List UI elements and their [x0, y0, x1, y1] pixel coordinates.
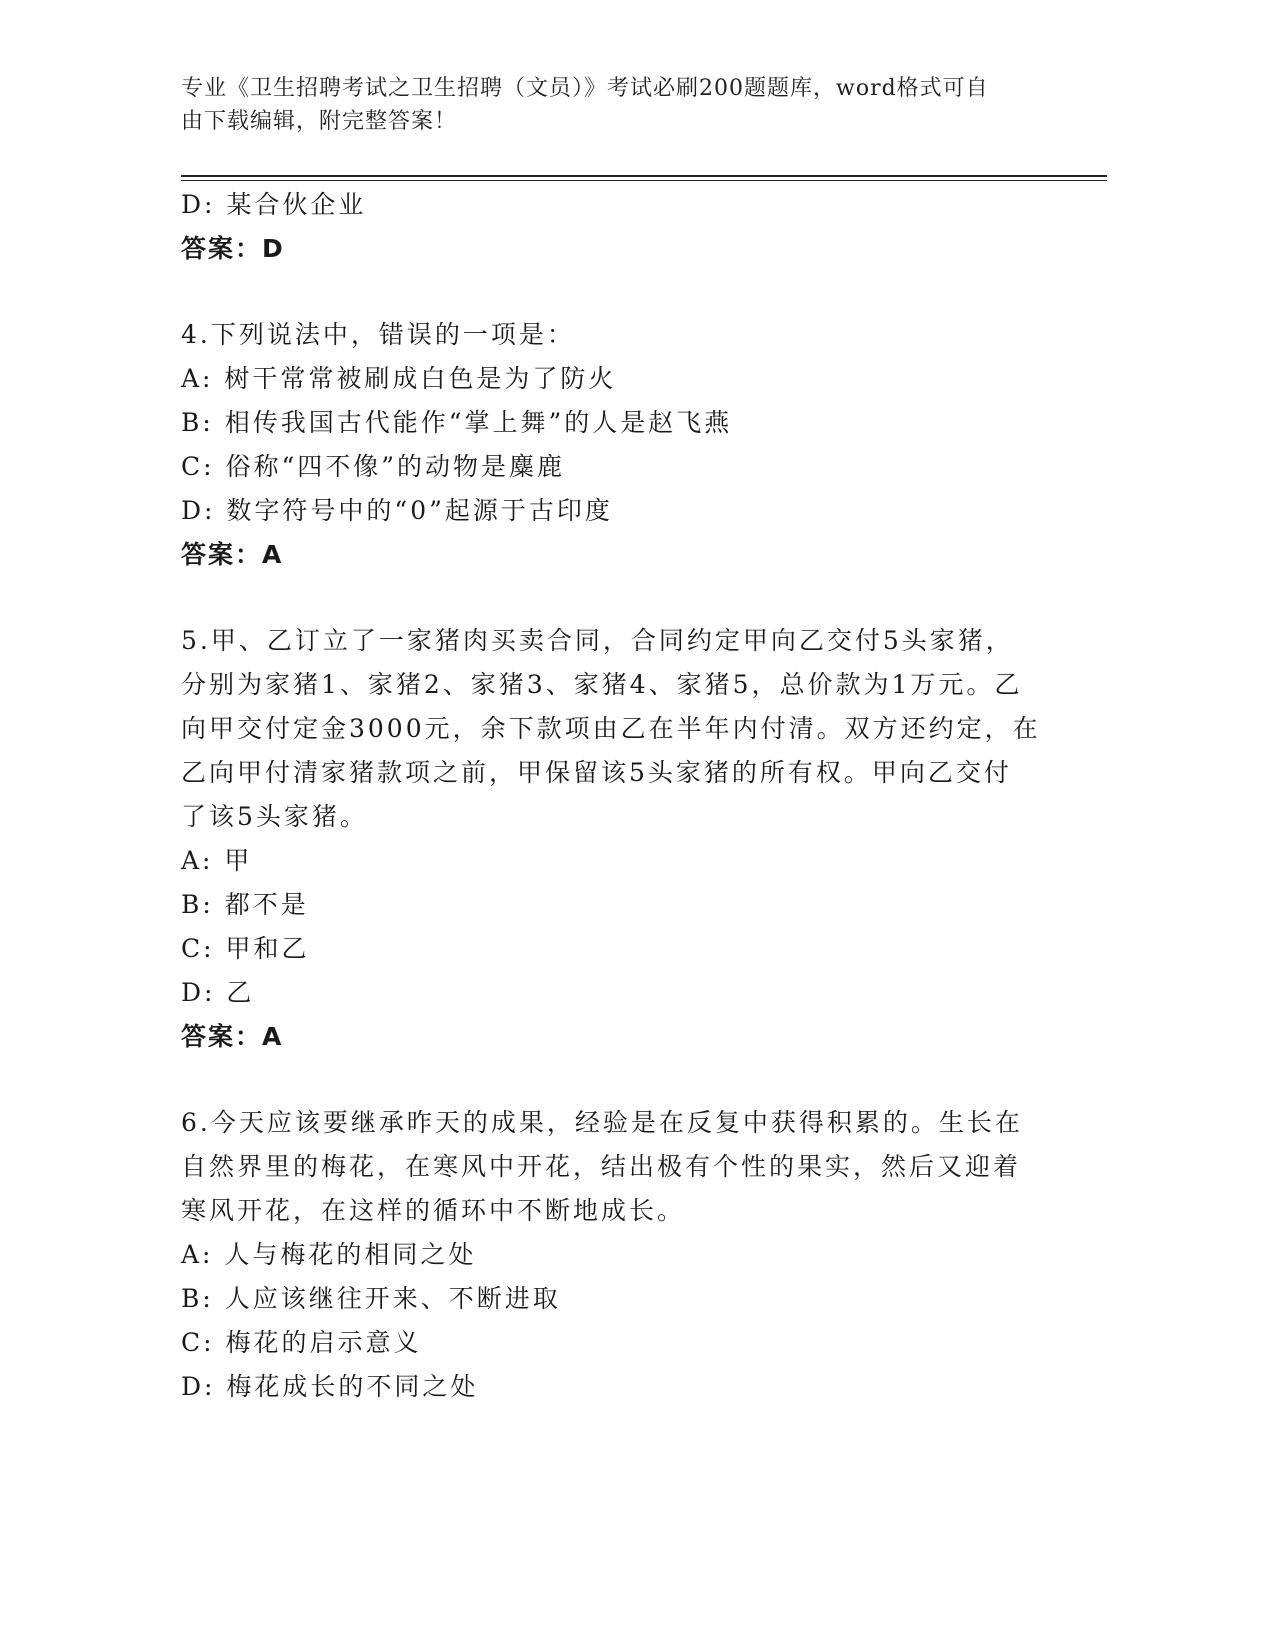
question-5-stem-line: 了该5头家猪。	[181, 802, 368, 831]
question-6-option-d: D: 梅花成长的不同之处	[181, 1372, 479, 1401]
question-list	[181, 183, 1051, 1409]
question-4-answer: 答案：A	[181, 540, 284, 569]
question-5-option-b: B: 都不是	[181, 890, 309, 919]
question-6-stem-line: 6.今天应该要继承昨天的成果，经验是在反复中获得积累的。生长在	[181, 1108, 1023, 1137]
question-3-answer: 答案：D	[181, 234, 285, 263]
question-5-answer: 答案：A	[181, 1022, 284, 1051]
header-line-2: 由下载编辑，附完整答案！	[181, 109, 458, 134]
question-4-option-a: A: 树干常常被刷成白色是为了防火	[181, 364, 617, 393]
header-line-1: 专业《卫生招聘考试之卫生招聘（文员）》考试必刷200题题库，word格式可自	[181, 76, 989, 101]
question-5-stem-line: 分别为家猪1、家猪2、家猪3、家猪4、家猪5，总价款为1万元。乙	[181, 670, 1023, 699]
question-3	[181, 183, 1051, 271]
question-6-stem-line: 寒风开花，在这样的循环中不断地成长。	[181, 1196, 686, 1225]
question-5	[181, 619, 1051, 1059]
question-6-option-a: A: 人与梅花的相同之处	[181, 1240, 477, 1269]
question-4-option-c: C: 俗称“四不像”的动物是麋鹿	[181, 452, 566, 481]
question-6-option-b: B: 人应该继往开来、不断进取	[181, 1284, 561, 1313]
question-5-stem-line: 向甲交付定金3000元，余下款项由乙在半年内付清。双方还约定，在	[181, 714, 1041, 743]
header-divider-thin	[181, 180, 1107, 181]
question-6	[181, 1101, 1051, 1409]
question-4-stem: 4.下列说法中，错误的一项是：	[181, 320, 575, 349]
header-divider-thick	[181, 175, 1107, 177]
question-5-option-a: A: 甲	[181, 846, 253, 875]
question-6-option-c: C: 梅花的启示意义	[181, 1328, 422, 1357]
question-5-option-d: D: 乙	[181, 978, 255, 1007]
question-5-option-c: C: 甲和乙	[181, 934, 310, 963]
question-5-stem-line: 5.甲、乙订立了一家猪肉买卖合同，合同约定甲向乙交付5头家猪，	[181, 626, 1014, 655]
question-4-option-b: B: 相传我国古代能作“掌上舞”的人是赵飞燕	[181, 408, 733, 437]
question-3-option-d: D: 某合伙企业	[181, 190, 367, 219]
question-6-stem-line: 自然界里的梅花，在寒风中开花，结出极有个性的果实，然后又迎着	[181, 1152, 1022, 1181]
question-4-option-d: D: 数字符号中的“0”起源于古印度	[181, 496, 613, 525]
document-header	[181, 72, 1041, 138]
question-5-stem-line: 乙向甲付清家猪款项之前，甲保留该5头家猪的所有权。甲向乙交付	[181, 758, 1012, 787]
question-4	[181, 313, 1051, 577]
